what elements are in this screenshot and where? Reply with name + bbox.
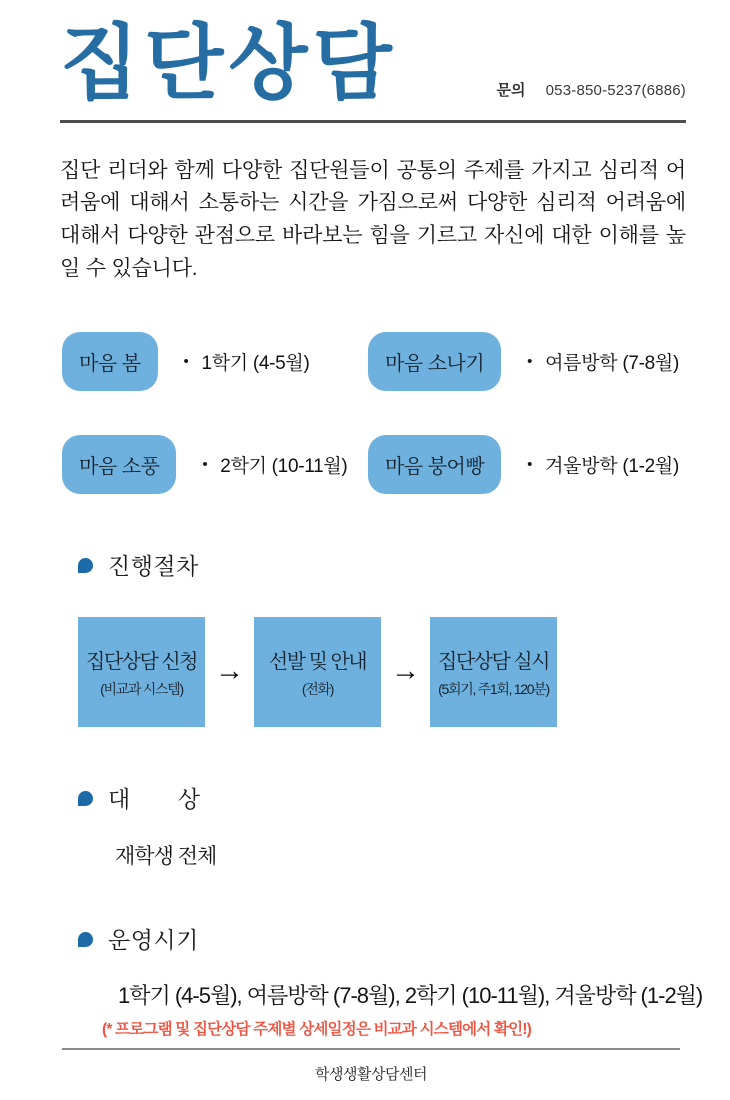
bullet-dot: •	[527, 352, 533, 370]
process-step-subtitle: (비교과 시스템)	[100, 680, 183, 697]
process-step-title: 집단상담 신청	[86, 650, 197, 673]
arrow-right-icon: →	[391, 655, 420, 688]
program-badge: 마음 붕어빵	[368, 435, 501, 494]
program-badge: 마음 소풍	[62, 435, 176, 494]
process-flow	[78, 617, 686, 727]
program-period	[527, 348, 679, 375]
section-title: 운영시기	[108, 926, 199, 953]
process-step	[430, 617, 557, 727]
page-title: 집단상담	[60, 18, 397, 109]
target-value: 재학생 전체	[115, 844, 217, 868]
process-step	[254, 617, 381, 727]
program-item	[368, 435, 686, 494]
header	[60, 18, 686, 109]
section-title: 진행절차	[108, 552, 199, 579]
program-badge: 마음 봄	[62, 332, 158, 391]
program-item	[62, 332, 368, 391]
program-item	[62, 435, 368, 494]
process-step	[78, 617, 205, 727]
program-period-label: 여름방학 (7-8월)	[545, 352, 679, 374]
section-target-heading	[78, 781, 686, 814]
bullet-dot: •	[527, 455, 533, 473]
contact-phone: 053-850-5237(6886)	[545, 81, 686, 99]
process-step-subtitle: (5회기, 주1회, 120분)	[438, 680, 549, 697]
program-item	[368, 332, 686, 391]
section-process-heading	[78, 548, 686, 581]
section-title: 대 상	[108, 785, 201, 812]
program-period	[202, 451, 347, 478]
footer-org: 학생생활상담센터	[315, 1066, 427, 1083]
process-step-subtitle: (전화)	[301, 680, 334, 697]
footer	[62, 1048, 680, 1084]
balloon-bullet-icon	[78, 791, 93, 806]
schedule-value: 1학기 (4-5월), 여름방학 (7-8월), 2학기 (10-11월), 겨울방학 (1-2월)	[118, 982, 703, 1008]
program-period-label: 1학기 (4-5월)	[201, 352, 310, 374]
program-period	[184, 348, 310, 375]
contact-label: 문의	[496, 81, 526, 99]
header-divider	[60, 120, 686, 123]
program-grid	[62, 332, 686, 494]
program-period-label: 겨울방학 (1-2월)	[545, 455, 679, 477]
program-period	[527, 451, 679, 478]
bullet-dot: •	[202, 455, 208, 473]
process-step-title: 집단상담 실시	[438, 650, 549, 673]
section-schedule-heading	[78, 922, 686, 955]
contact-info	[496, 79, 686, 100]
intro-paragraph: 집단 리더와 함께 다양한 집단원들이 공통의 주제를 가지고 심리적 어려움에 대해서 소통하는 시간을 가짐으로써 다양한 심리적 어려움에 대해서 다양한 관점으로 바라보는 힘을 기르고 자신에 대한 이해를 높일 수 있습니다.	[60, 158, 686, 280]
balloon-bullet-icon	[78, 932, 93, 947]
balloon-bullet-icon	[78, 558, 93, 573]
arrow-right-icon: →	[215, 655, 244, 688]
schedule-note: (* 프로그램 및 집단상담 주제별 상세일정은 비교과 시스템에서 확인!)	[102, 1020, 532, 1038]
program-badge: 마음 소나기	[368, 332, 501, 391]
bullet-dot: •	[183, 352, 189, 370]
process-step-title: 선발 및 안내	[268, 650, 367, 673]
program-period-label: 2학기 (10-11월)	[220, 455, 348, 477]
